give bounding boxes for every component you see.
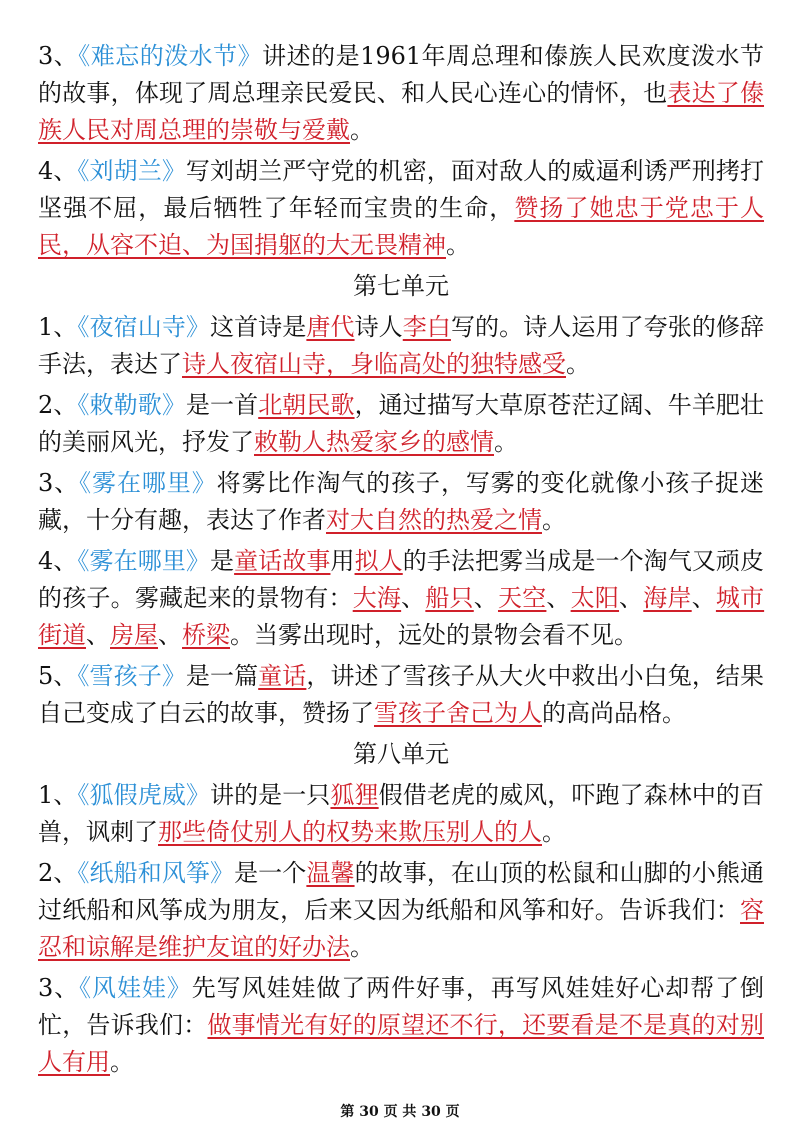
body-text: 。	[566, 350, 590, 378]
lesson-title: 《狐假虎威》	[77, 781, 210, 809]
summary-paragraph	[38, 387, 764, 461]
highlighted-key-point: 诗人夜宿山寺，身临高处的独特感受	[182, 350, 566, 378]
lesson-title: 《雾在哪里》	[77, 547, 210, 575]
body-text: 是一首	[185, 391, 259, 419]
lesson-title: 《雪孩子》	[77, 662, 186, 690]
highlighted-key-point: 城市街道	[38, 584, 765, 649]
body-text: 将雾比作淘气的孩子，写雾的变化就像小孩子捉迷藏，十分有趣，表达了作者	[38, 469, 765, 534]
body-text: 、	[473, 584, 498, 612]
unit-heading: 第八单元	[353, 740, 449, 768]
body-text: 1、	[38, 781, 78, 809]
body-text: 。	[446, 231, 470, 259]
summary-paragraph	[38, 970, 764, 1081]
highlighted-key-point: 温馨	[306, 859, 355, 887]
body-text: 3、	[38, 974, 80, 1002]
highlighted-key-point: 天空	[497, 584, 547, 612]
summary-paragraph	[38, 465, 764, 539]
highlighted-key-point: 桥梁	[182, 621, 230, 649]
highlighted-key-point: 表达了傣族人民对周总理的崇敬与爱戴	[38, 79, 765, 144]
summary-paragraph	[38, 777, 764, 851]
footer-total-pages: 30	[421, 1104, 441, 1120]
body-text: 用	[330, 547, 355, 575]
body-text: 讲述的是1961年周总理和傣族人民欢度泼水节的故事，体现了周总理亲民爱民、和人民心连心的情怀，也	[38, 42, 765, 107]
highlighted-key-point: 大海	[352, 584, 402, 612]
body-text: 、	[691, 584, 716, 612]
highlighted-key-point: 童话故事	[234, 547, 331, 575]
highlighted-key-point: 船只	[425, 584, 474, 612]
highlighted-key-point: 赞扬了她忠于党忠于人民，从容不迫、为国捐躯的大无畏精神	[38, 194, 765, 259]
highlighted-key-point: 房屋	[110, 621, 158, 649]
summary-paragraph	[38, 543, 764, 654]
highlighted-key-point: 北朝民歌	[258, 391, 355, 419]
page-footer	[0, 1101, 800, 1121]
body-text: 。	[350, 116, 374, 144]
body-text: 4、	[38, 157, 78, 185]
body-text: 是一篇	[185, 662, 259, 690]
highlighted-key-point: 那些倚仗别人的权势来欺压别人的人	[158, 818, 542, 846]
summary-paragraph	[38, 309, 764, 383]
body-text: 、	[401, 584, 426, 612]
lesson-title: 《雾在哪里》	[79, 469, 217, 497]
body-text: 写刘胡兰严守党的机密，面对敌人的威逼利诱严刑拷打坚强不屈，最后牺牲了年轻而宝贵的生命，	[38, 157, 764, 222]
lesson-title: 《刘胡兰》	[77, 157, 186, 185]
body-text: 3、	[38, 42, 79, 70]
body-text: 。	[110, 1048, 134, 1076]
summary-paragraph	[38, 38, 764, 149]
body-text: 。	[350, 933, 374, 961]
summary-paragraph	[38, 658, 764, 732]
lesson-title: 《纸船和风筝》	[77, 859, 235, 887]
summary-paragraph	[38, 855, 764, 966]
highlighted-key-point: 敕勒人热爱家乡的感情	[254, 428, 494, 456]
body-text: 3、	[38, 469, 80, 497]
body-text: 这首诗是	[210, 313, 307, 341]
body-text: 写的。诗人运用了夸张的修辞手法，表达了	[38, 313, 765, 378]
body-text: 的故事，在山顶的松鼠和山脚的小熊通过纸船和风筝成为朋友，后来又因为纸船和风筝和好。告诉我们：	[38, 859, 765, 924]
highlighted-key-point: 李白	[402, 313, 451, 341]
body-text: 先写风娃娃做了两件好事，再写风娃娃好心却帮了倒忙，告诉我们：	[38, 974, 765, 1039]
footer-middle: 页 共	[383, 1104, 417, 1120]
body-text: 假借老虎的威风，吓跑了森林中的百兽，讽刺了	[38, 781, 764, 846]
highlighted-key-point: 对大自然的热爱之情	[326, 506, 542, 534]
body-text: 、	[86, 621, 110, 649]
body-text: 。当雾出现时，远处的景物会看不见。	[230, 621, 638, 649]
highlighted-key-point: 容忍和谅解是维护友谊的好办法	[38, 896, 764, 961]
body-text: ，讲述了雪孩子从大火中救出小白兔，结果自己变成了白云的故事，赞扬了	[38, 662, 765, 727]
footer-prefix: 第	[340, 1104, 355, 1120]
highlighted-key-point: 做事情光有好的原望还不行，还要看是不是真的对别人有用	[38, 1011, 765, 1076]
lesson-title: 《难忘的泼水节》	[78, 42, 263, 70]
body-text: 。	[542, 818, 566, 846]
footer-suffix: 页	[445, 1104, 460, 1120]
highlighted-key-point: 海岸	[643, 584, 692, 612]
highlighted-key-point: 拟人	[354, 547, 403, 575]
body-text: 4、	[38, 547, 78, 575]
lesson-title: 《风娃娃》	[79, 974, 192, 1002]
summary-paragraph	[38, 153, 764, 264]
body-text: ，通过描写大草原苍茫辽阔、牛羊肥壮的美丽风光，抒发了	[38, 391, 765, 456]
unit-heading: 第七单元	[353, 272, 449, 300]
body-text: 是	[210, 547, 235, 575]
body-text: 、	[158, 621, 182, 649]
highlighted-key-point: 雪孩子舍己为人	[374, 699, 542, 727]
body-text: 。	[542, 506, 566, 534]
lesson-title: 《夜宿山寺》	[77, 313, 210, 341]
highlighted-key-point: 唐代	[306, 313, 355, 341]
highlighted-key-point: 童话	[258, 662, 307, 690]
body-text: 是一个	[234, 859, 307, 887]
body-text: 诗人	[354, 313, 403, 341]
body-text: 。	[494, 428, 518, 456]
body-text: 5、	[38, 662, 78, 690]
body-text: 1、	[38, 313, 78, 341]
body-text: 的手法把雾当成是一个淘气又顽皮的孩子。雾藏起来的景物有：	[38, 547, 765, 612]
document-body	[38, 38, 764, 1085]
body-text: 2、	[38, 391, 78, 419]
body-text: 、	[546, 584, 571, 612]
body-text: 讲的是一只	[210, 781, 331, 809]
highlighted-key-point: 狐狸	[330, 781, 379, 809]
body-text: 2、	[38, 859, 78, 887]
lesson-title: 《敕勒歌》	[77, 391, 186, 419]
body-text: 、	[619, 584, 644, 612]
footer-page-number: 30	[359, 1104, 379, 1120]
body-text: 的高尚品格。	[542, 699, 686, 727]
highlighted-key-point: 太阳	[570, 584, 620, 612]
